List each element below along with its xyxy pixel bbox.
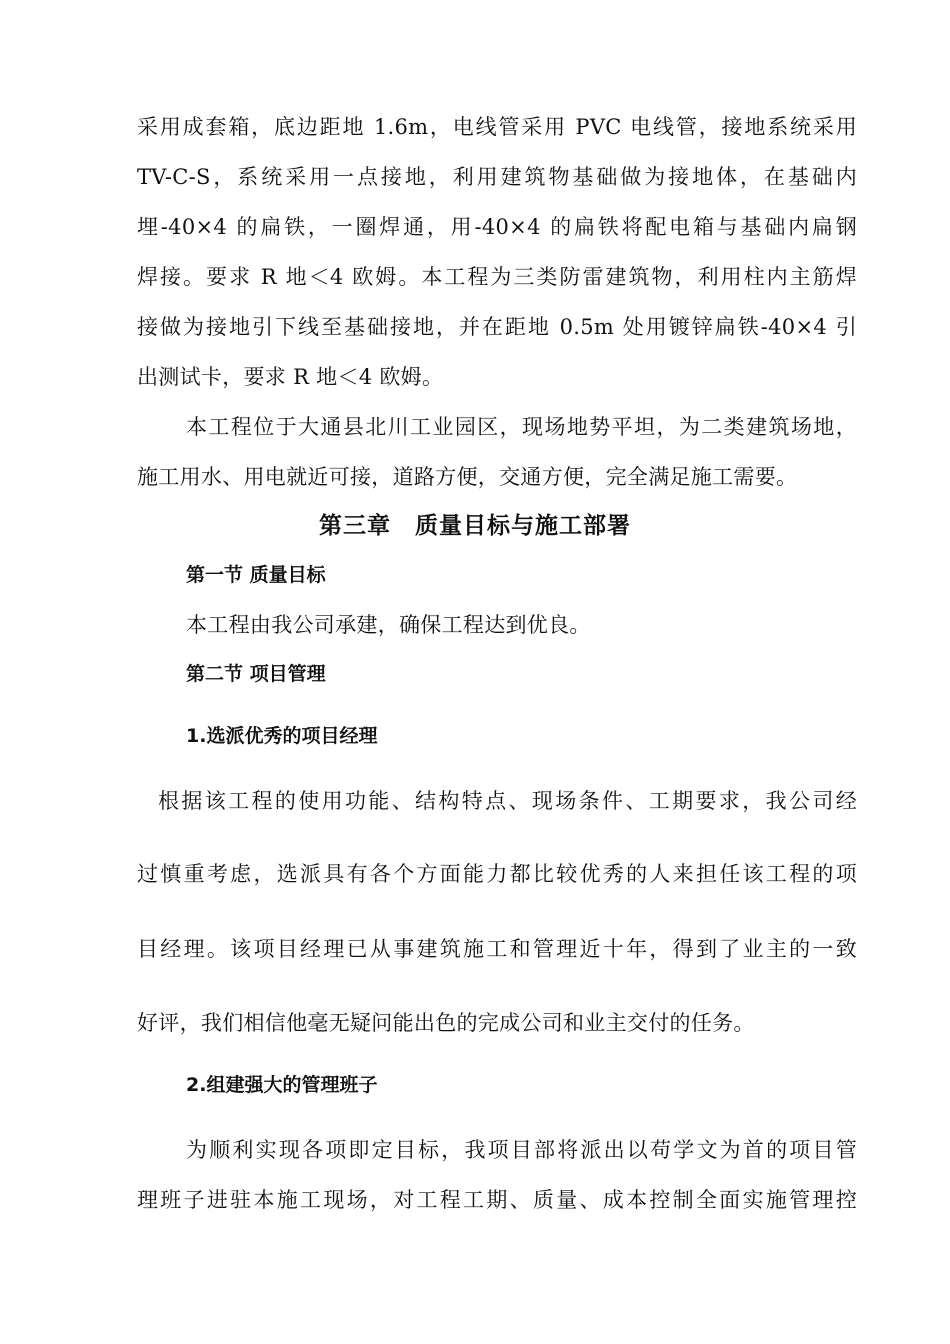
paragraph-line: 过慎重考虑，选派具有各个方面能力都比较优秀的人来担任该工程的项	[137, 862, 857, 886]
paragraph-line: 本工程位于大通县北川工业园区，现场地势平坦，为二类建筑场地，	[186, 415, 857, 439]
paragraph-line: 根据该工程的使用功能、结构特点、现场条件、工期要求，我公司经	[158, 789, 857, 813]
paragraph-line: 施工用水、用电就近可接，道路方便，交通方便，完全满足施工需要。	[137, 465, 798, 489]
section-heading: 第一节 质量目标	[186, 564, 326, 586]
subsection-heading: 2.组建强大的管理班子	[186, 1074, 378, 1096]
paragraph-line: 接做为接地引下线至基础接地，并在距地 0.5m 处用镀锌扁铁-40×4 引	[137, 315, 857, 339]
subsection-heading: 1.选派优秀的项目经理	[186, 725, 378, 747]
paragraph-line: 理班子进驻本施工现场，对工程工期、质量、成本控制全面实施管理控	[137, 1188, 857, 1212]
paragraph-line: 本工程由我公司承建，确保工程达到优良。	[186, 613, 591, 637]
paragraph-line: 焊接。要求 R 地＜4 欧姆。本工程为三类防雷建筑物，利用柱内主筋焊	[137, 265, 857, 289]
paragraph-line: 目经理。该项目经理已从事建筑施工和管理近十年，得到了业主的一致	[137, 937, 857, 961]
paragraph-line: TV-C-S，系统采用一点接地，利用建筑物基础做为接地体，在基础内	[137, 165, 857, 189]
paragraph-line: 好评，我们相信他毫无疑问能出色的完成公司和业主交付的任务。	[137, 1011, 755, 1035]
chapter-title: 第三章 质量目标与施工部署	[319, 513, 631, 539]
paragraph-line: 出测试卡，要求 R 地＜4 欧姆。	[137, 365, 444, 389]
paragraph-line: 采用成套箱，底边距地 1.6m，电线管采用 PVC 电线管，接地系统采用	[137, 115, 857, 139]
paragraph-line: 为顺利实现各项即定目标，我项目部将派出以苟学文为首的项目管	[186, 1138, 857, 1162]
section-heading: 第二节 项目管理	[186, 663, 326, 685]
paragraph-line: 埋-40×4 的扁铁，一圈焊通，用-40×4 的扁铁将配电箱与基础内扁钢	[137, 215, 857, 239]
